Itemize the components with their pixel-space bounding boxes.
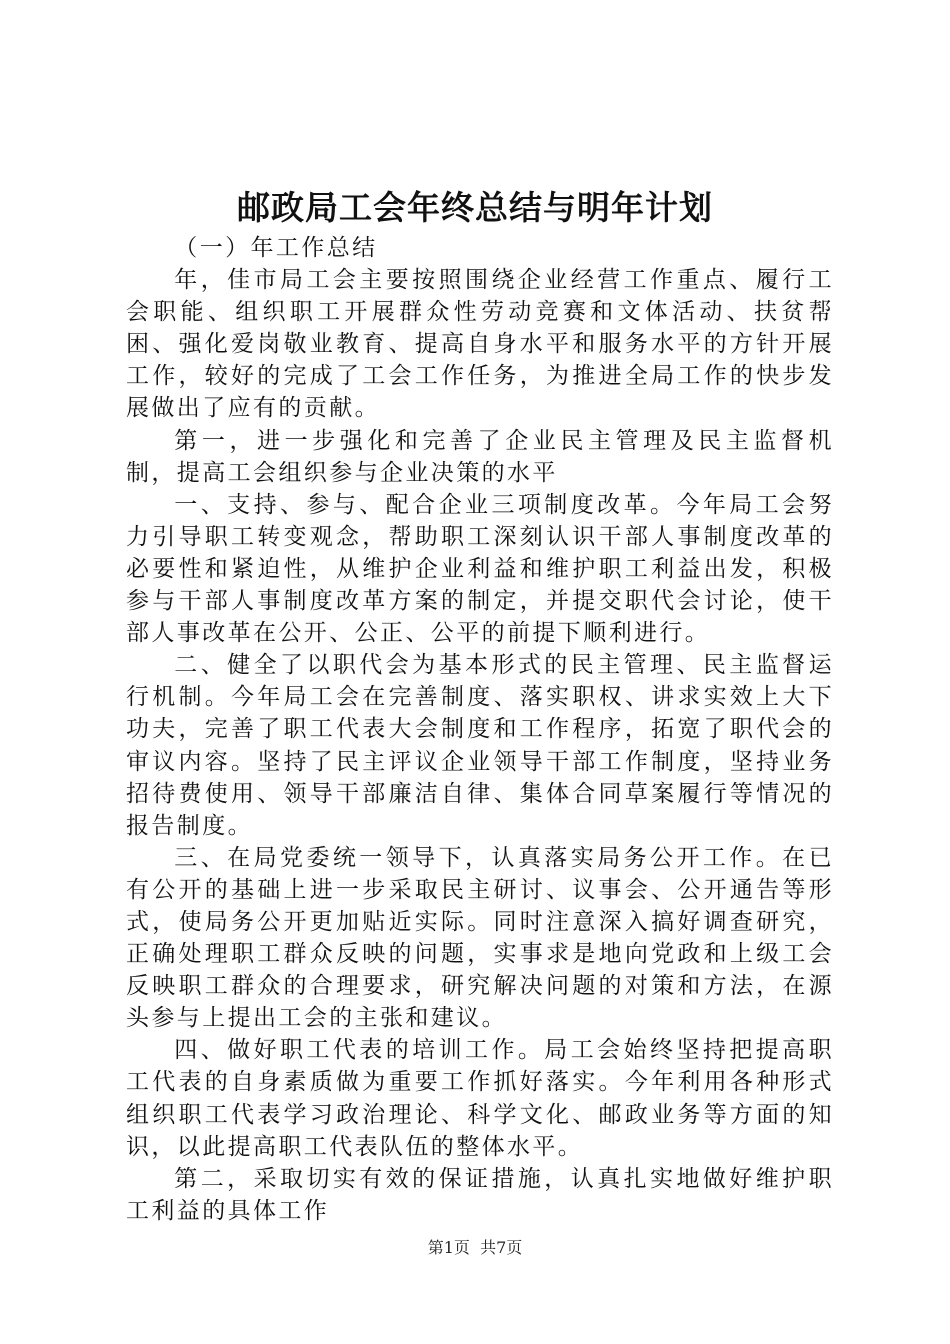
paragraph-item-3: 三、在局党委统一领导下，认真落实局务公开工作。在已有公开的基础上进一步采取民主研讨、议事会、公开通告等形式，使局务公开更加贴近实际。同时注意深入搞好调查研究，正确处理职工群众反映的问题，实事求是地向党政和上级工会反映职工群众的合理要求，研究解决问题的对策和方法，在源头参与上提出工会的主张和建议。 <box>126 844 834 1032</box>
paragraph-item-1: 一、支持、参与、配合企业三项制度改革。今年局工会努力引导职工转变观念，帮助职工深刻认识干部人事制度改革的必要性和紧迫性，从维护企业利益和维护职工利益出发，积极参与干部人事制度改革方案的制定，并提交职代会讨论，使干部人事改革在公开、公正、公平的前提下顺利进行。 <box>126 491 834 647</box>
paragraph-intro: 年，佳市局工会主要按照围绕企业经营工作重点、履行工会职能、组织职工开展群众性劳动竞赛和文体活动、扶贫帮困、强化爱岗敬业教育、提高自身水平和服务水平的方针开展工作，较好的完成了工会工作任务，为推进全局工作的快步发展做出了应有的贡献。 <box>126 267 834 422</box>
paragraph-item-2: 二、健全了以职代会为基本形式的民主管理、民主监督运行机制。今年局工会在完善制度、落实职权、讲求实效上大下功夫，完善了职工代表大会制度和工作程序，拓宽了职代会的审议内容。坚持了民主评议企业领导干部工作制度，坚持业务招待费使用、领导干部廉洁自律、集体合同草案履行等情况的报告制度。 <box>126 652 834 839</box>
page-footer <box>0 1237 950 1259</box>
paragraph-item-4: 四、做好职工代表的培训工作。局工会始终坚持把提高职工代表的自身素质做为重要工作抓好落实。今年利用各种形式组织职工代表学习政治理论、科学文化、邮政业务等方面的知识，以此提高职工代表队伍的整体水平。 <box>126 1037 834 1160</box>
paragraph-second-point: 第二，采取切实有效的保证措施，认真扎实地做好维护职工利益的具体工作 <box>126 1165 834 1224</box>
document-title: 邮政局工会年终总结与明年计划 <box>237 188 713 227</box>
page-number: 第1页 <box>427 1238 470 1257</box>
paragraph-first-point: 第一，进一步强化和完善了企业民主管理及民主监督机制，提高工会组织参与企业决策的水平 <box>126 427 834 486</box>
page-total: 共7页 <box>480 1238 523 1257</box>
document-body <box>126 232 834 1227</box>
section-heading: （一）年工作总结 <box>174 235 378 261</box>
